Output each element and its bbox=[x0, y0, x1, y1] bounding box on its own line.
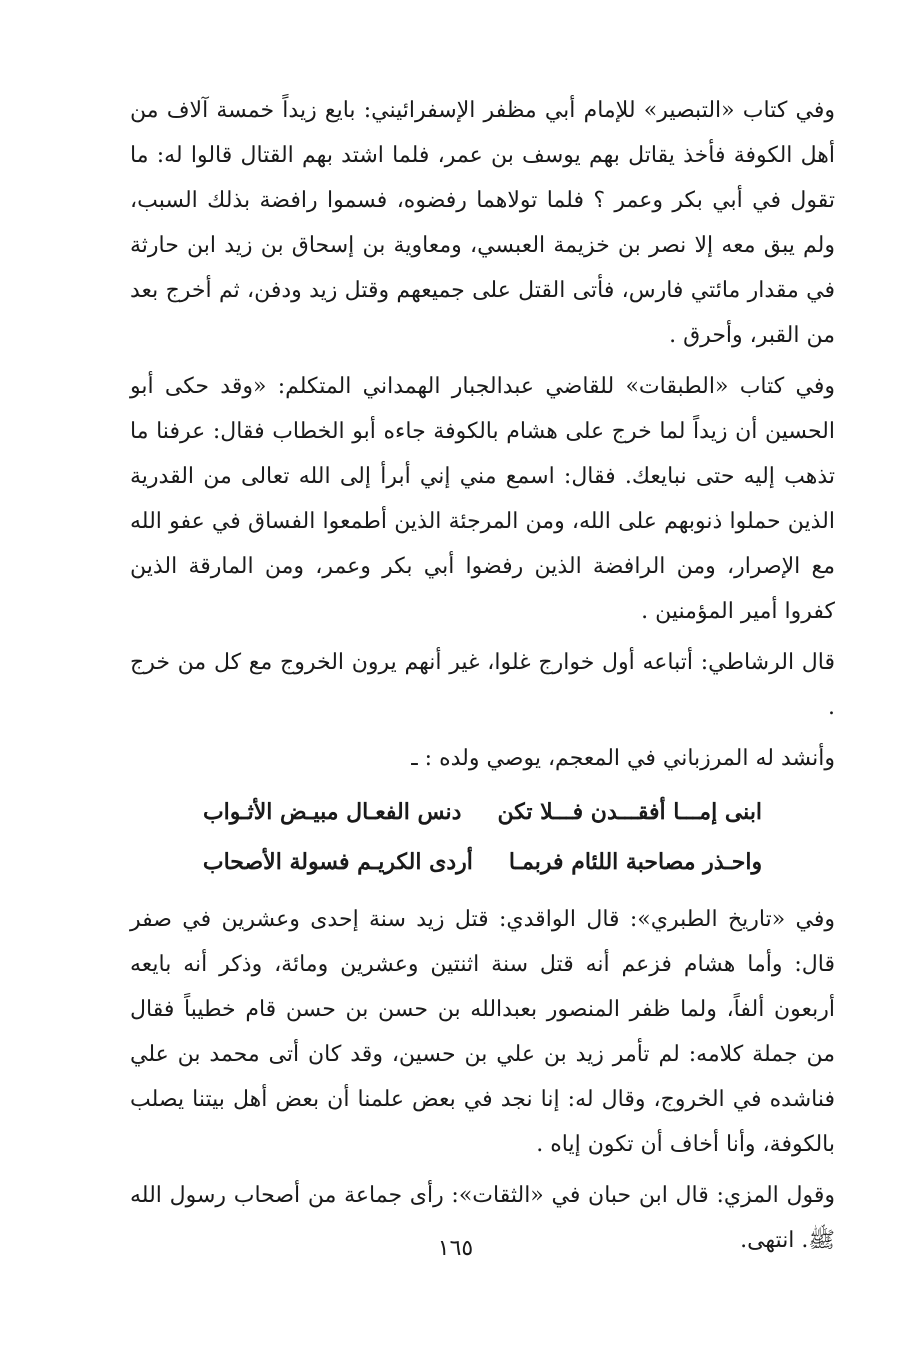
poem bbox=[130, 787, 835, 887]
page-body bbox=[130, 88, 835, 1269]
paragraph-rushati: قال الرشاطي: أتباعه أول خوارج غلوا، غير أنهم يرون الخروج مع كل من خرج . bbox=[130, 650, 835, 720]
paragraph-tabsir: وفي كتاب «التبصير» للإمام أبي مظفر الإسفرائيني: بايع زيداً خمسة آلاف من أهل الكوفة فأخذ يقاتل بهم يوسف بن عمر، فلما اشتد بهم القتال قالوا له: ما تقول في أبي بكر وعمر ؟ فلما تولاهما رفضوه، فسموا رافضة بذلك السبب، ولم يبق معه إلا نصر بن خزيمة العبسي، ومعاوية بن إسحاق بن زيد ابن حارثة في مقدار مائتي فارس، فأتى القتل على جميعهم وقتل زيد ودفن، ثم أخرج بعد من القبر، وأحرق . bbox=[130, 98, 835, 348]
paragraph-tabaqat: وفي كتاب «الطبقات» للقاضي عبدالجبار الهمداني المتكلم: «وقد حكى أبو الحسين أن زيداً لما خرج على هشام بالكوفة جاءه أبو الخطاب فقال: عرفنا ما تذهب إليه حتى نبايعك. فقال: اسمع مني إني أبرأ إلى الله تعالى من القدرية الذين حملوا ذنوبهم على الله، ومن المرجئة الذين أطمعوا الفساق في عفو الله مع الإصرار، ومن الرافضة الذين رفضوا أبي بكر وعمر، ومن المارقة الذين كفروا أمير المؤمنين . bbox=[130, 374, 835, 624]
poem-verse bbox=[130, 787, 835, 837]
poem-hemistich-first: ابنى إمـــا أفقـــدن فـــلا تكن bbox=[497, 799, 763, 825]
paragraph-tabari: وفي «تاريخ الطبري»: قال الواقدي: قتل زيد سنة إحدى وعشرين في صفر قال: وأما هشام فزعم أنه قتل سنة اثنتين وعشرين ومائة، وذكر أنه بايعه أربعون ألفاً، ولما ظفر المنصور بعبدالله بن حسن بن حسن قام خطيباً فقال من جملة كلامه: لم تأمر زيد بن علي بن حسين، وقد كان أتى محمد بن علي فناشده في الخروج، وقال له: إنا نجد في بعض علمنا أن بعض أهل بيتنا يصلب بالكوفة، وأنا أخاف أن تكون إياه . bbox=[130, 907, 835, 1157]
poem-verse bbox=[130, 837, 835, 887]
poem-hemistich-second: أردى الكريـم فسولة الأصحاب bbox=[202, 849, 473, 875]
paragraph-mizzi: وقول المزي: قال ابن حبان في «الثقات»: رأى جماعة من أصحاب رسول الله ﷺ. انتهى. bbox=[130, 1183, 835, 1253]
poem-hemistich-first: واحـذر مصاحبة اللئام فربمـا bbox=[508, 849, 763, 875]
page-number: ١٦٥ bbox=[437, 1236, 474, 1261]
paragraph-marzubani: وأنشد له المرزباني في المعجم، يوصي ولده : ـ bbox=[411, 746, 835, 771]
poem-hemistich-second: دنس الفعـال مبيـض الأثـواب bbox=[202, 799, 462, 825]
